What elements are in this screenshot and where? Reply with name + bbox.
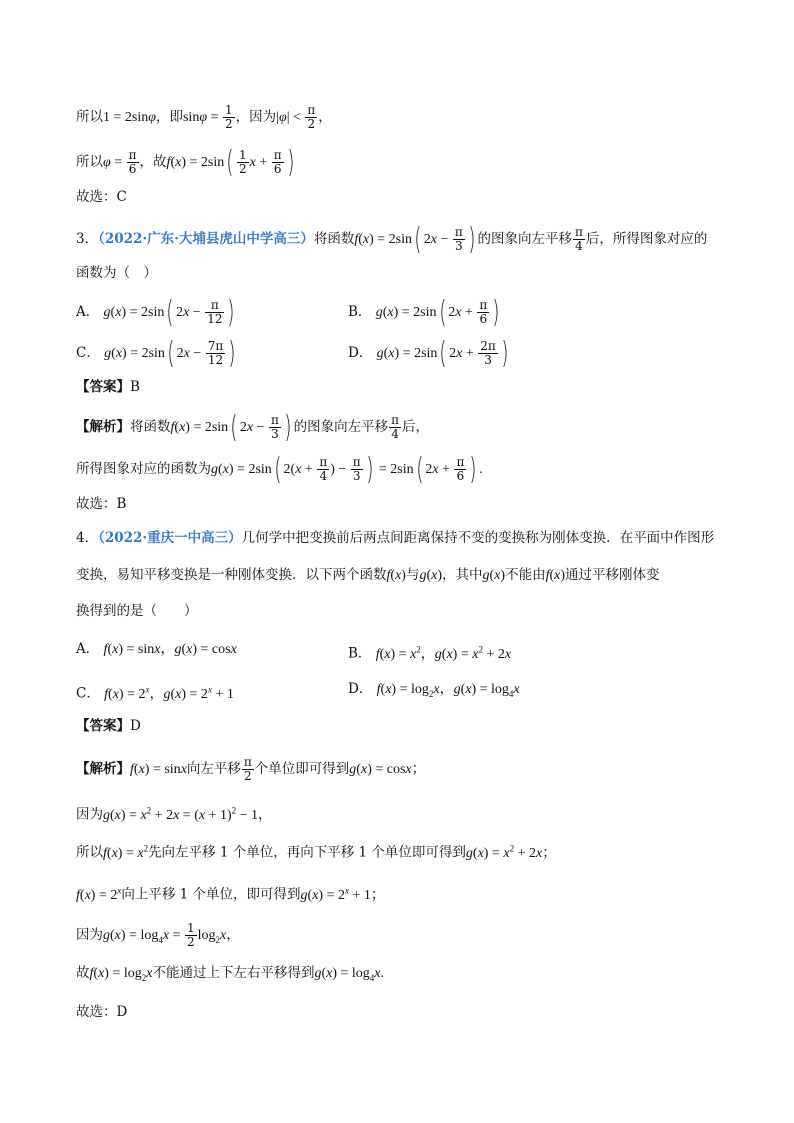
question-4-source: （2022·重庆一中高三）	[98, 530, 242, 546]
q3-answer: 【答案】B	[76, 379, 140, 395]
text-line-1: 所以1 = 2sinφ，即sinφ = $\frac{1}{2}$ ，因为|φ| < $\frac{\pi}{2}$ ，	[76, 103, 332, 131]
question-4-stem-3: 换得到的是（ ）	[76, 603, 198, 619]
q3-choice: 故选：B	[76, 496, 127, 512]
question-4-stem-2: 变换，易知平移变换是一种刚体变换．以下两个函数f(x)与g(x)，其中g(x)不能由f(x)通过平移刚体变	[76, 567, 660, 583]
choice-line-1: 故选：C	[76, 189, 127, 205]
q3-option-a: A． g(x) = 2sin( 2x − $\frac{\pi}{12}$ )	[76, 294, 235, 330]
q4-option-d: D． $f(x) = \log_2x$，$g(x) = \log_4x$	[348, 681, 520, 699]
question-3-stem-2: 函数为（ ）	[76, 265, 157, 281]
question-3-source: （2022·广东·大埔县虎山中学高三）	[98, 231, 314, 247]
q4-analysis-6: 故$f(x) = \log_2x$不能通过上下左右平移得到$g(x) = \log_4x$.	[76, 965, 385, 983]
q4-analysis-2: 因为$g(x) = x^2 + 2x = (x + 1)^2 - 1$，	[76, 805, 273, 823]
q3-option-c: C． g(x) = 2sin( 2x − $\frac{7\pi}{12}$ )	[76, 335, 236, 371]
q3-option-b: B． g(x) = 2sin( 2x + $\frac{\pi}{6}$ )	[348, 294, 500, 330]
q4-option-a: A． f(x) = sinx，g(x) = cosx	[76, 641, 237, 657]
q3-option-d: D． g(x) = 2sin( 2x + $\frac{2\pi}{3}$ )	[348, 335, 509, 371]
q4-option-c: C． $f(x) = 2^x$，$g(x) = 2^x + 1$	[76, 684, 234, 702]
q4-analysis-5: 因为$g(x) = \log_4x$ = $\frac{1}{2}$ $\log_2x$，	[76, 921, 241, 949]
q4-answer: 【答案】D	[76, 718, 141, 734]
q4-analysis-4: $f(x) = 2^x$向上平移 1 个单位，即可得到$g(x) = 2^x + 1$；	[76, 885, 385, 903]
q4-analysis-1: 【解析】f(x) = sinx向左平移 $\frac{\pi}{2}$ 个单位即可得到g(x) = cosx；	[76, 755, 426, 783]
q4-analysis-3: 所以$f(x) = x^2$先向左平移 1 个单位，再向下平移 1 个单位即可得到$g(x) = x^2 + 2x$；	[76, 843, 557, 861]
text-line-2: 所以φ = $\frac{\pi}{6}$ ，故f(x) = 2sin( $\frac{1}{2}$ x + $\frac{\pi}{6}$ )	[76, 144, 294, 180]
question-4-stem-1: 4．（2022·重庆一中高三）几何学中把变换前后两点间距离保持不变的变换称为刚体变换．在平面中作图形	[76, 530, 715, 546]
q3-analysis-2: 所得图象对应的函数为g(x) = 2sin( 2(x + $\frac{\pi}{4}$ ) − $\frac{\pi}{3}$ ) = 2sin( 2x + $\frac{\pi}{6}$ ) .	[76, 451, 483, 487]
q3-analysis-1: 【解析】将函数f(x) = 2sin( 2x − $\frac{\pi}{3}$ ) 的图象向左平移 $\frac{\pi}{4}$ 后，	[76, 409, 430, 445]
q4-option-b: B． $f(x) = x^2$，$g(x) = x^2 + 2x$	[348, 644, 512, 662]
question-3-stem: 3．（2022·广东·大埔县虎山中学高三）将函数f(x) = 2sin( 2x − $\frac{\pi}{3}$ ) 的图象向左平移 $\frac{\pi}{4}$ 后，所得图象对应的	[76, 221, 708, 257]
q4-choice: 故选：D	[76, 1004, 128, 1020]
